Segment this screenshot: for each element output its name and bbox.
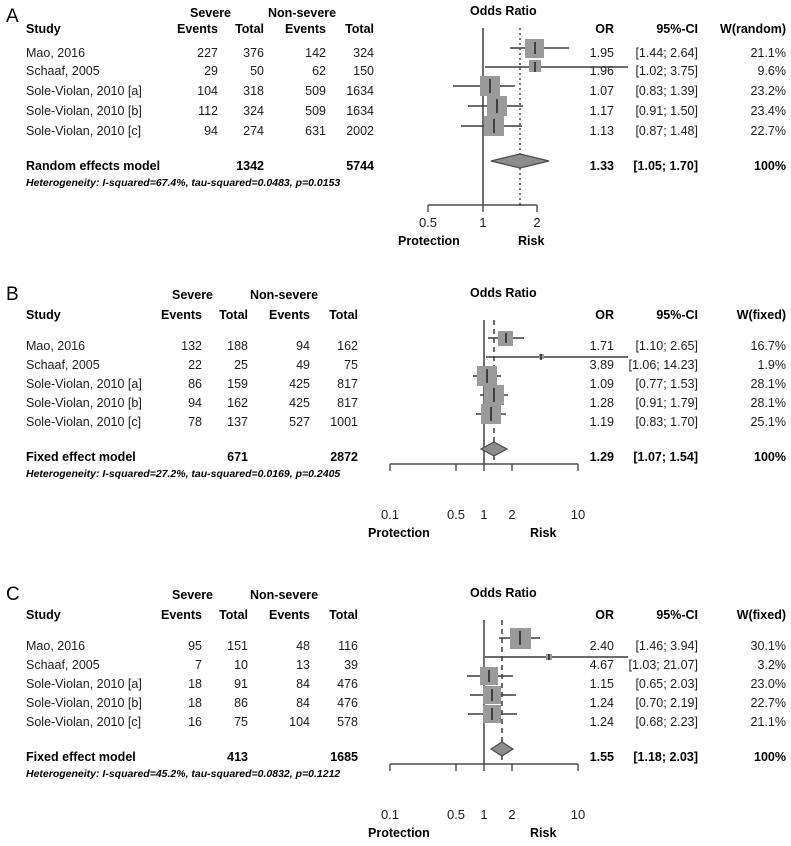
col-header-nonsevere-a: Non-severe [268, 6, 337, 20]
row-ci-c-2: [0.65; 2.03] [635, 677, 698, 691]
summary-diamond-c [491, 742, 513, 756]
col-header-total2-b: Total [329, 308, 358, 322]
col-header-events2-a: Events [285, 22, 326, 36]
row-total1-b-2: 159 [227, 377, 248, 391]
axis-tick-label-a-1: 1 [479, 215, 487, 230]
axis-label-protection-a: Protection [398, 234, 460, 248]
row-events1-c-3: 18 [188, 696, 202, 710]
row-events1-a-2: 104 [197, 84, 218, 98]
row-total1-b-0: 188 [227, 339, 248, 353]
row-events2-b-1: 49 [296, 358, 310, 372]
row-weight-a-0: 21.1% [750, 46, 786, 60]
row-total1-a-2: 318 [243, 84, 264, 98]
row-events1-c-4: 16 [188, 715, 202, 729]
row-ci-a-3: [0.91; 1.50] [635, 104, 698, 118]
row-events2-c-0: 48 [296, 639, 310, 653]
row-study-b-4: Sole-Violan, 2010 [c] [26, 415, 142, 429]
forest-svg-a [370, 28, 630, 240]
row-or-b-2: 1.09 [589, 377, 614, 391]
row-study-b-3: Sole-Violan, 2010 [b] [26, 396, 142, 410]
row-ci-c-3: [0.70; 2.19] [635, 696, 698, 710]
summary-ci-a: [1.05; 1.70] [633, 159, 698, 173]
row-total1-a-1: 50 [250, 64, 264, 78]
row-or-a-4: 1.13 [589, 124, 614, 138]
col-header-events1-b: Events [161, 308, 202, 322]
row-total2-b-3: 817 [337, 396, 358, 410]
col-header-nonsevere-c: Non-severe [250, 588, 319, 602]
row-or-a-1: 1.96 [589, 64, 614, 78]
panel-a-letter: A [6, 6, 19, 27]
row-weight-a-3: 23.4% [750, 104, 786, 118]
axis-tick-label-b-1: 0.5 [446, 507, 466, 522]
row-events1-b-2: 86 [188, 377, 202, 391]
row-ci-b-0: [1.10; 2.65] [635, 339, 698, 353]
row-events2-c-3: 84 [296, 696, 310, 710]
row-ci-c-0: [1.46; 3.94] [635, 639, 698, 653]
axis-tick-label-b-3: 2 [508, 507, 516, 522]
row-events2-a-3: 509 [305, 104, 326, 118]
row-total1-c-4: 75 [234, 715, 248, 729]
row-or-a-2: 1.07 [589, 84, 614, 98]
summary-label-a: Random effects model [26, 159, 161, 173]
summary-or-a: 1.33 [589, 159, 614, 173]
col-header-or-b: OR [595, 308, 614, 322]
row-or-c-0: 2.40 [589, 639, 614, 653]
row-ci-b-1: [1.06; 14.23] [628, 358, 698, 372]
row-total1-b-1: 25 [234, 358, 248, 372]
col-header-study-a: Study [26, 22, 61, 36]
row-study-c-0: Mao, 2016 [26, 639, 86, 653]
col-header-severe-c: Severe [172, 588, 214, 602]
row-weight-a-4: 22.7% [750, 124, 786, 138]
row-ci-a-4: [0.87; 1.48] [635, 124, 698, 138]
summary-total1-a: 1342 [236, 159, 264, 173]
summary-weight-c: 100% [754, 750, 786, 764]
row-events2-c-1: 13 [296, 658, 310, 672]
row-or-b-0: 1.71 [589, 339, 614, 353]
col-header-total1-c: Total [219, 608, 248, 622]
row-events1-c-1: 7 [195, 658, 202, 672]
axis-label-risk-b: Risk [530, 526, 557, 540]
axis-label-protection-c: Protection [368, 826, 430, 840]
axis-tick-label-c-4: 10 [570, 807, 586, 822]
col-header-events2-c: Events [269, 608, 310, 622]
row-weight-b-1: 1.9% [757, 358, 786, 372]
col-header-events2-b: Events [269, 308, 310, 322]
row-or-a-3: 1.17 [589, 104, 614, 118]
col-header-or-c: OR [595, 608, 614, 622]
row-events2-a-2: 509 [305, 84, 326, 98]
col-header-weight-c: W(fixed) [736, 608, 786, 622]
axis-tick-label-b-2: 1 [480, 507, 488, 522]
row-events2-c-4: 104 [289, 715, 310, 729]
col-header-total2-c: Total [329, 608, 358, 622]
row-study-a-4: Sole-Violan, 2010 [c] [26, 124, 142, 138]
plot-title-a: Odds Ratio [470, 4, 537, 18]
row-ci-a-0: [1.44; 2.64] [635, 46, 698, 60]
row-weight-c-0: 30.1% [750, 639, 786, 653]
row-total2-b-4: 1001 [330, 415, 358, 429]
row-events2-c-2: 84 [296, 677, 310, 691]
row-ci-b-4: [0.83; 1.70] [635, 415, 698, 429]
summary-total2-c: 1685 [330, 750, 358, 764]
summary-total2-b: 2872 [330, 450, 358, 464]
axis-tick-label-b-4: 10 [570, 507, 586, 522]
summary-label-c: Fixed effect model [26, 750, 136, 764]
summary-or-b: 1.29 [589, 450, 614, 464]
col-header-severe-a: Severe [190, 6, 232, 20]
plot-title-b: Odds Ratio [470, 286, 537, 300]
panel-b-letter: B [6, 284, 19, 305]
axis-label-risk-c: Risk [530, 826, 557, 840]
col-header-ci-c: 95%-CI [656, 608, 698, 622]
heterogeneity-c: Heterogeneity: I-squared=45.2%, tau-squared=0.0832, p=0.1212 [26, 768, 341, 780]
forest-plot-a [370, 28, 630, 240]
panel-c-letter: C [6, 584, 20, 605]
row-ci-c-4: [0.68; 2.23] [635, 715, 698, 729]
row-study-a-0: Mao, 2016 [26, 46, 86, 60]
row-study-a-3: Sole-Violan, 2010 [b] [26, 104, 142, 118]
row-weight-a-2: 23.2% [750, 84, 786, 98]
row-weight-b-2: 28.1% [750, 377, 786, 391]
summary-ci-c: [1.18; 2.03] [633, 750, 698, 764]
summary-total1-c: 413 [227, 750, 248, 764]
axis-tick-label-b-0: 0.1 [380, 507, 400, 522]
panel-c [0, 582, 791, 846]
row-weight-c-3: 22.7% [750, 696, 786, 710]
row-or-c-3: 1.24 [589, 696, 614, 710]
row-total1-a-4: 274 [243, 124, 264, 138]
row-study-b-2: Sole-Violan, 2010 [a] [26, 377, 142, 391]
row-weight-c-4: 21.1% [750, 715, 786, 729]
row-total2-a-4: 2002 [346, 124, 374, 138]
row-events1-a-4: 94 [204, 124, 218, 138]
panel-a [0, 0, 791, 270]
panel-b [0, 282, 791, 570]
row-total2-a-0: 324 [353, 46, 374, 60]
summary-weight-b: 100% [754, 450, 786, 464]
row-or-c-4: 1.24 [589, 715, 614, 729]
row-total1-a-3: 324 [243, 104, 264, 118]
row-events2-b-0: 94 [296, 339, 310, 353]
row-events1-c-2: 18 [188, 677, 202, 691]
row-total1-b-3: 162 [227, 396, 248, 410]
col-header-study-b: Study [26, 308, 61, 322]
summary-total1-b: 671 [227, 450, 248, 464]
row-total1-a-0: 376 [243, 46, 264, 60]
row-total2-c-0: 116 [338, 639, 358, 653]
forest-svg-b [370, 320, 630, 500]
row-study-c-1: Schaaf, 2005 [26, 658, 100, 672]
row-total1-c-1: 10 [234, 658, 248, 672]
summary-or-c: 1.55 [589, 750, 614, 764]
col-header-ci-b: 95%-CI [656, 308, 698, 322]
row-study-c-3: Sole-Violan, 2010 [b] [26, 696, 142, 710]
row-events1-b-1: 22 [188, 358, 202, 372]
row-events1-a-1: 29 [204, 64, 218, 78]
col-header-total1-a: Total [235, 22, 264, 36]
row-events1-a-3: 112 [198, 104, 218, 118]
row-total1-c-0: 151 [227, 639, 248, 653]
row-events1-c-0: 95 [188, 639, 202, 653]
row-or-b-4: 1.19 [589, 415, 614, 429]
row-total1-c-2: 91 [234, 677, 248, 691]
heterogeneity-b: Heterogeneity: I-squared=27.2%, tau-squared=0.0169, p=0.2405 [26, 468, 341, 480]
row-ci-a-2: [0.83; 1.39] [635, 84, 698, 98]
col-header-weight-a: W(random) [720, 22, 786, 36]
summary-diamond-b [481, 442, 507, 456]
row-events1-b-3: 94 [188, 396, 202, 410]
row-total2-b-0: 162 [337, 339, 358, 353]
summary-ci-b: [1.07; 1.54] [633, 450, 698, 464]
row-total2-a-1: 150 [353, 64, 374, 78]
row-events2-a-4: 631 [305, 124, 326, 138]
row-ci-b-2: [0.77; 1.53] [635, 377, 698, 391]
row-events2-b-3: 425 [289, 396, 310, 410]
col-header-ci-a: 95%-CI [656, 22, 698, 36]
row-total2-c-3: 476 [337, 696, 358, 710]
row-total2-c-1: 39 [344, 658, 358, 672]
row-study-a-1: Schaaf, 2005 [26, 64, 100, 78]
row-total1-b-4: 137 [227, 415, 248, 429]
col-header-total1-b: Total [219, 308, 248, 322]
row-weight-b-4: 25.1% [750, 415, 786, 429]
axis-tick-label-c-0: 0.1 [380, 807, 400, 822]
row-ci-c-1: [1.03; 21.07] [628, 658, 698, 672]
summary-label-b: Fixed effect model [26, 450, 136, 464]
col-header-total2-a: Total [345, 22, 374, 36]
row-total2-b-1: 75 [344, 358, 358, 372]
axis-tick-label-c-2: 1 [480, 807, 488, 822]
row-study-a-2: Sole-Violan, 2010 [a] [26, 84, 142, 98]
row-events1-b-0: 132 [181, 339, 202, 353]
row-ci-b-3: [0.91; 1.79] [635, 396, 698, 410]
row-weight-a-1: 9.6% [757, 64, 786, 78]
row-or-b-3: 1.28 [589, 396, 614, 410]
row-weight-c-2: 23.0% [750, 677, 786, 691]
row-weight-b-0: 16.7% [750, 339, 786, 353]
axis-label-risk-a: Risk [518, 234, 545, 248]
row-or-b-1: 3.89 [589, 358, 614, 372]
heterogeneity-a: Heterogeneity: I-squared=67.4%, tau-squared=0.0483, p=0.0153 [26, 177, 341, 189]
row-or-a-0: 1.95 [589, 46, 614, 60]
col-header-events1-a: Events [177, 22, 218, 36]
row-total1-c-3: 86 [234, 696, 248, 710]
col-header-or-a: OR [595, 22, 614, 36]
axis-tick-label-c-1: 0.5 [446, 807, 466, 822]
row-total2-a-3: 1634 [346, 104, 374, 118]
col-header-nonsevere-b: Non-severe [250, 288, 319, 302]
row-or-c-2: 1.15 [589, 677, 614, 691]
row-weight-c-1: 3.2% [757, 658, 786, 672]
axis-tick-label-a-2: 2 [533, 215, 541, 230]
row-total2-c-4: 578 [337, 715, 358, 729]
row-study-c-2: Sole-Violan, 2010 [a] [26, 677, 142, 691]
row-total2-a-2: 1634 [346, 84, 374, 98]
row-events2-b-2: 425 [289, 377, 310, 391]
row-total2-c-2: 476 [337, 677, 358, 691]
row-study-c-4: Sole-Violan, 2010 [c] [26, 715, 142, 729]
row-events2-a-0: 142 [305, 46, 326, 60]
axis-label-protection-b: Protection [368, 526, 430, 540]
summary-diamond-a [491, 154, 549, 168]
forest-svg-c [370, 620, 630, 800]
forest-plot-c [370, 620, 630, 800]
forest-plot-b [370, 320, 630, 500]
row-events2-a-1: 62 [312, 64, 326, 78]
row-study-b-1: Schaaf, 2005 [26, 358, 100, 372]
row-events1-b-4: 78 [188, 415, 202, 429]
col-header-weight-b: W(fixed) [736, 308, 786, 322]
axis-tick-label-c-3: 2 [508, 807, 516, 822]
col-header-study-c: Study [26, 608, 61, 622]
row-study-b-0: Mao, 2016 [26, 339, 86, 353]
row-events2-b-4: 527 [289, 415, 310, 429]
col-header-events1-c: Events [161, 608, 202, 622]
summary-total2-a: 5744 [346, 159, 374, 173]
row-ci-a-1: [1.02; 3.75] [635, 64, 698, 78]
summary-weight-a: 100% [754, 159, 786, 173]
row-or-c-1: 4.67 [589, 658, 614, 672]
col-header-severe-b: Severe [172, 288, 214, 302]
row-events1-a-0: 227 [197, 46, 218, 60]
row-total2-b-2: 817 [337, 377, 358, 391]
axis-tick-label-a-0: 0.5 [418, 215, 438, 230]
plot-title-c: Odds Ratio [470, 586, 537, 600]
row-weight-b-3: 28.1% [750, 396, 786, 410]
